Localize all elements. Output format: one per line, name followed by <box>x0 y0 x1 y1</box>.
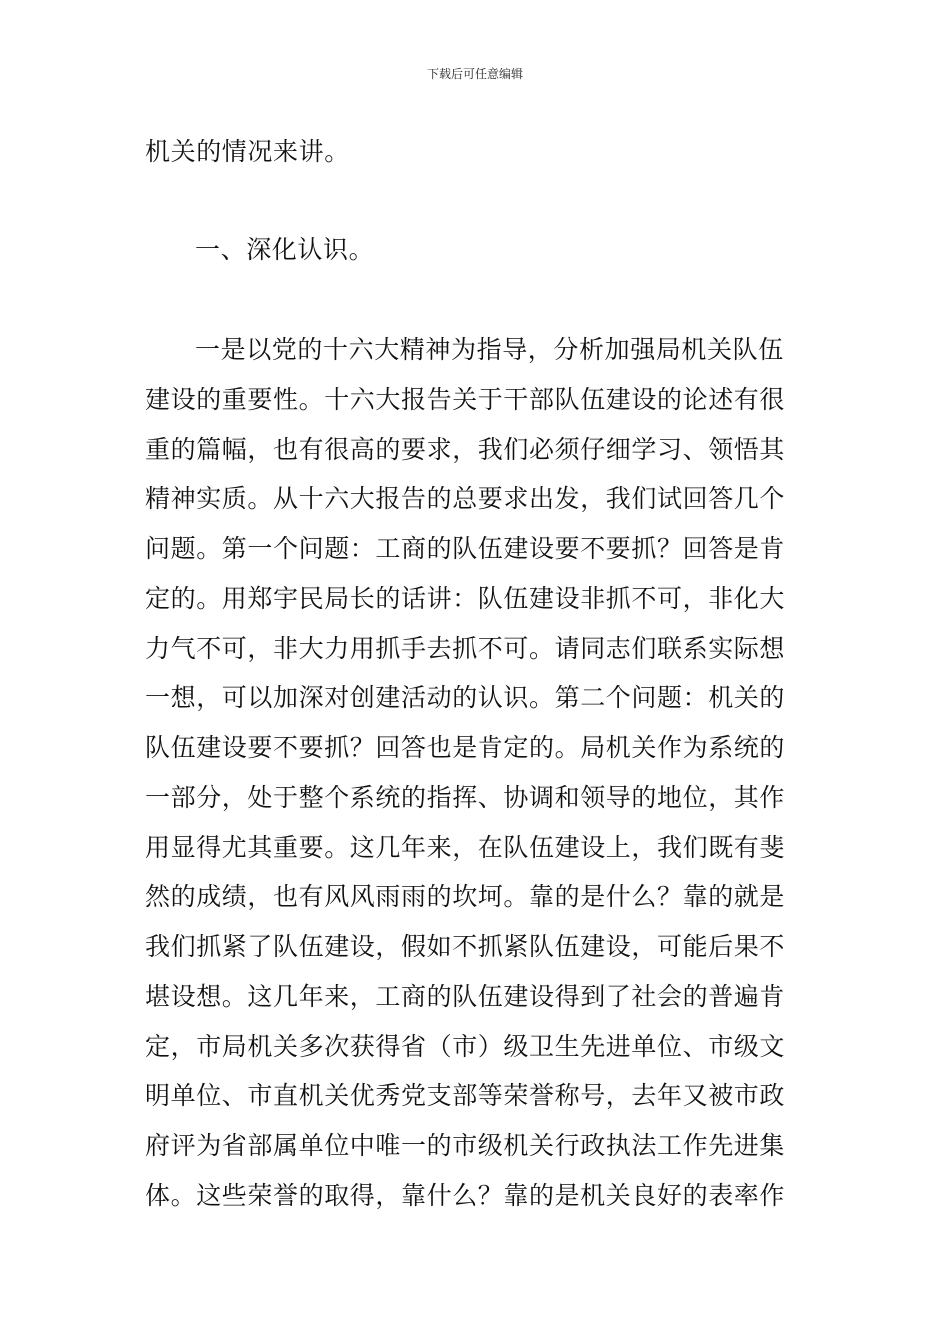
body-line: 堪设想。这几年来，工商的队伍建设得到了社会的普遍肯 <box>145 982 786 1011</box>
body-line: 一是以党的十六大精神为指导，分析加强局机关队伍 <box>195 335 784 364</box>
body-line: 重的篇幅，也有很高的要求，我们必须仔细学习、领悟其 <box>145 435 786 464</box>
body-line: 定，市局机关多次获得省（市）级卫生先进单位、市级文 <box>145 1032 786 1061</box>
body-line: 队伍建设要不要抓？回答也是肯定的。局机关作为系统的 <box>145 733 786 762</box>
body-line: 精神实质。从十六大报告的总要求出发，我们试回答几个 <box>145 484 786 513</box>
body-line: 然的成绩，也有风风雨雨的坎坷。靠的是什么？靠的就是 <box>145 882 786 911</box>
body-line: 体。这些荣誉的取得，靠什么？靠的是机关良好的表率作 <box>145 1181 786 1210</box>
body-line: 机关的情况来讲。 <box>145 137 350 166</box>
body-line: 建设的重要性。十六大报告关于干部队伍建设的论述有很 <box>145 385 786 414</box>
body-line: 我们抓紧了队伍建设，假如不抓紧队伍建设，可能后果不 <box>145 932 786 961</box>
body-line: 明单位、市直机关优秀党支部等荣誉称号，去年又被市政 <box>145 1081 786 1110</box>
header-note: 下载后可任意编辑 <box>426 67 523 81</box>
body-line: 一想，可以加深对创建活动的认识。第二个问题：机关的 <box>145 683 786 712</box>
body-line: 定的。用郑宇民局长的话讲：队伍建设非抓不可，非化大 <box>145 584 786 613</box>
body-line: 力气不可，非大力用抓手去抓不可。请同志们联系实际想 <box>145 634 786 663</box>
body-line: 问题。第一个问题：工商的队伍建设要不要抓？回答是肯 <box>145 534 786 563</box>
body-line: 府评为省部属单位中唯一的市级机关行政执法工作先进集 <box>145 1131 786 1160</box>
body-line: 用显得尤其重要。这几年来，在队伍建设上，我们既有斐 <box>145 833 786 862</box>
body-line: 一部分，处于整个系统的指挥、协调和领导的地位，其作 <box>145 783 786 812</box>
section-heading: 一、深化认识。 <box>195 235 375 264</box>
